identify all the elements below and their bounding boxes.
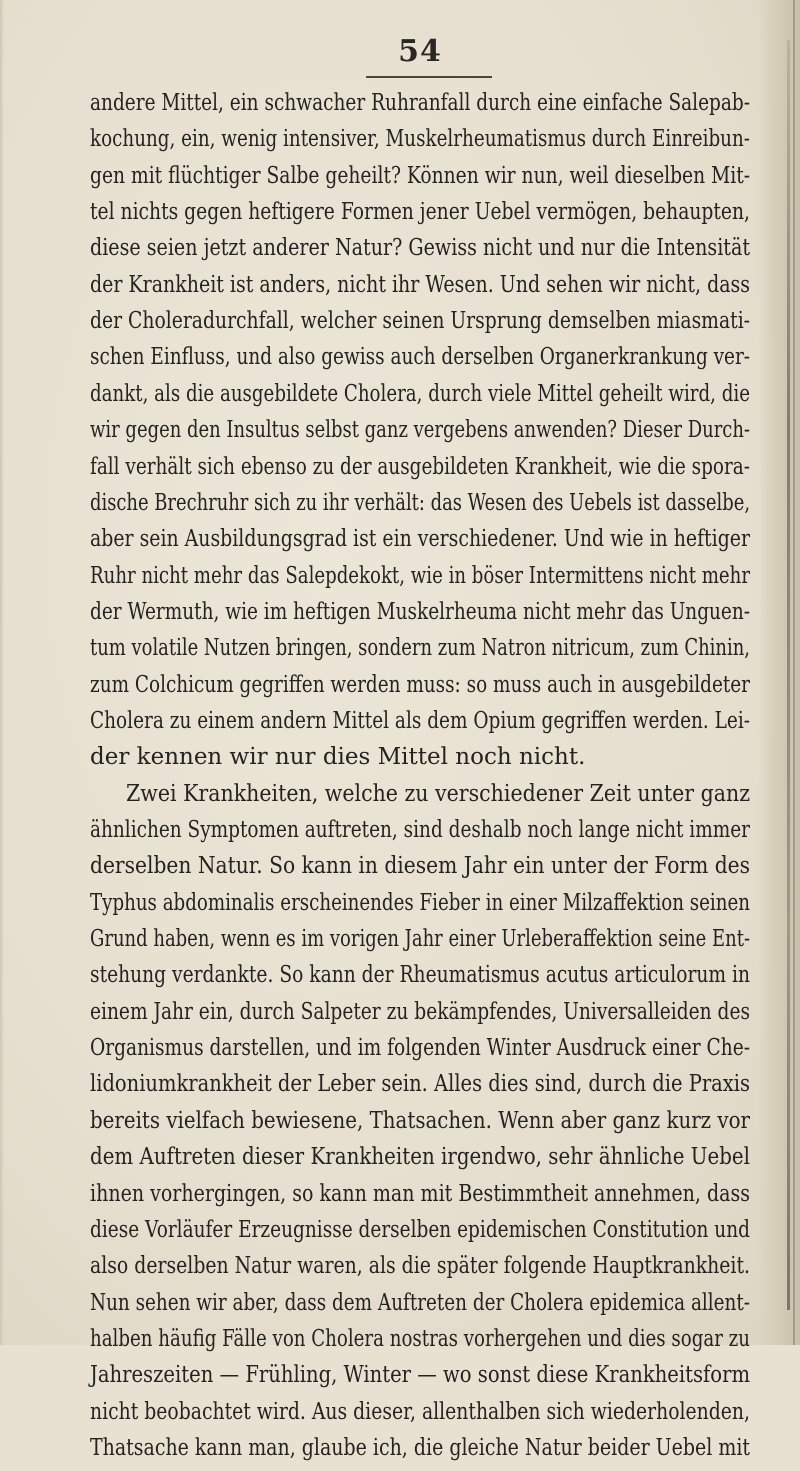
text-line: gen mit flüchtiger Salbe geheilt? Können wir nun, weil dieselben Mit- [90,162,751,189]
text-line: dem Auftreten dieser Krankheiten irgendwo, sehr ähnliche Uebel [90,1144,750,1171]
page-number: 54 [398,34,442,69]
text-line: also derselben Natur waren, als die später folgende Hauptkrankheit. [90,1253,751,1280]
text-line: Nun sehen wir aber, dass dem Auftreten der Cholera epidemica allent- [90,1289,751,1316]
text-line: Ruhr nicht mehr das Salepdekokt, wie in böser Intermittens nicht mehr [90,562,751,589]
text-line: dankt, als die ausgebildete Cholera, durch viele Mittel geheilt wird, die [90,380,750,407]
text-line: ihnen vorhergingen, so kann man mit Bestimmtheit annehmen, dass [90,1180,750,1207]
text-line: der Krankheit ist anders, nicht ihr Wesen. Und sehen wir nicht, dass [90,271,751,298]
text-line: diese seien jetzt anderer Natur? Gewiss nicht und nur die Intensität [90,235,751,262]
text-line: Zwei Krankheiten, welche zu verschiedener Zeit unter ganz [126,780,751,807]
text-line: schen Einfluss, und also gewiss auch derselben Organerkrankung ver- [90,344,751,371]
text-line: tel nichts gegen heftigere Formen jener Uebel vermögen, behaupten, [90,199,750,226]
binding-edge [793,0,795,1345]
text-line: stehung verdankte. So kann der Rheumatismus acutus articulorum in [90,962,751,989]
text-line: andere Mittel, ein schwacher Ruhranfall durch eine einfache Salepab- [90,90,751,116]
text-line: fall verhält sich ebenso zu der ausgebildeten Krankheit, wie die spora- [90,453,750,480]
text-line: ähnlichen Symptomen auftreten, sind deshalb noch lange nicht immer [90,817,751,843]
text-line: Grund haben, wenn es im vorigen Jahr einer Urleberaffektion seine Ent- [90,926,751,953]
text-line: Jahreszeiten — Frühling, Winter — wo sonst diese Krankheitsform [90,1362,751,1389]
text-line: der Choleradurchfall, welcher seinen Ursprung demselben miasmati- [90,308,751,335]
text-line: bereits vielfach bewiesene, Thatsachen. Wenn aber ganz kurz vor [90,1107,751,1134]
binding-shadow [787,40,790,1310]
text-line: derselben Natur. So kann in diesem Jahr ein unter der Form des [90,853,751,880]
text-line: einem Jahr ein, durch Salpeter zu bekämpfendes, Universalleiden des [90,998,751,1025]
text-line: Organismus darstellen, und im folgenden Winter Ausdruck einer Che- [90,1035,751,1062]
text-line: der Wermuth, wie im heftigen Muskelrheuma nicht mehr das Unguen- [90,598,751,625]
text-line: aber sein Ausbildungsgrad ist ein verschiedener. Und wie in heftiger [90,526,751,553]
text-line: nicht beobachtet wird. Aus dieser, allenthalben sich wiederholenden, [90,1398,750,1425]
text-line: Cholera zu einem andern Mittel als dem Opium gegriffen werden. Lei- [90,707,751,734]
text-line: wir gegen den Insultus selbst ganz vergebens anwenden? Dieser Durch- [90,417,751,444]
text-line: lidoniumkrankheit der Leber sein. Alles dies sind, durch die Praxis [90,1071,750,1098]
text-line: kochung, ein, wenig intensiver, Muskelrheumatismus durch Einreibun- [90,126,750,153]
header-rule [366,76,492,78]
text-line: halben häufig Fälle von Cholera nostras vorhergehen und dies sogar zu [90,1325,750,1352]
text-line: dische Brechruhr sich zu ihr verhält: das Wesen des Uebels ist dasselbe, [90,489,751,516]
text-line: diese Vorläufer Erzeugnisse derselben epidemischen Constitution und [90,1216,750,1243]
text-line: zum Colchicum gegriffen werden muss: so muss auch in ausgebildeter [90,671,750,698]
text-line: Thatsache kann man, glaube ich, die gleiche Natur beider Uebel mit [90,1434,751,1461]
text-line: tum volatile Nutzen bringen, sondern zum Natron nitricum, zum Chinin, [90,635,750,662]
text-line: Typhus abdominalis erscheinendes Fieber in einer Milzaffektion seinen [90,889,750,916]
page-left-edge [0,0,4,1345]
text-line: der kennen wir nur dies Mittel noch nicht. [90,744,586,771]
